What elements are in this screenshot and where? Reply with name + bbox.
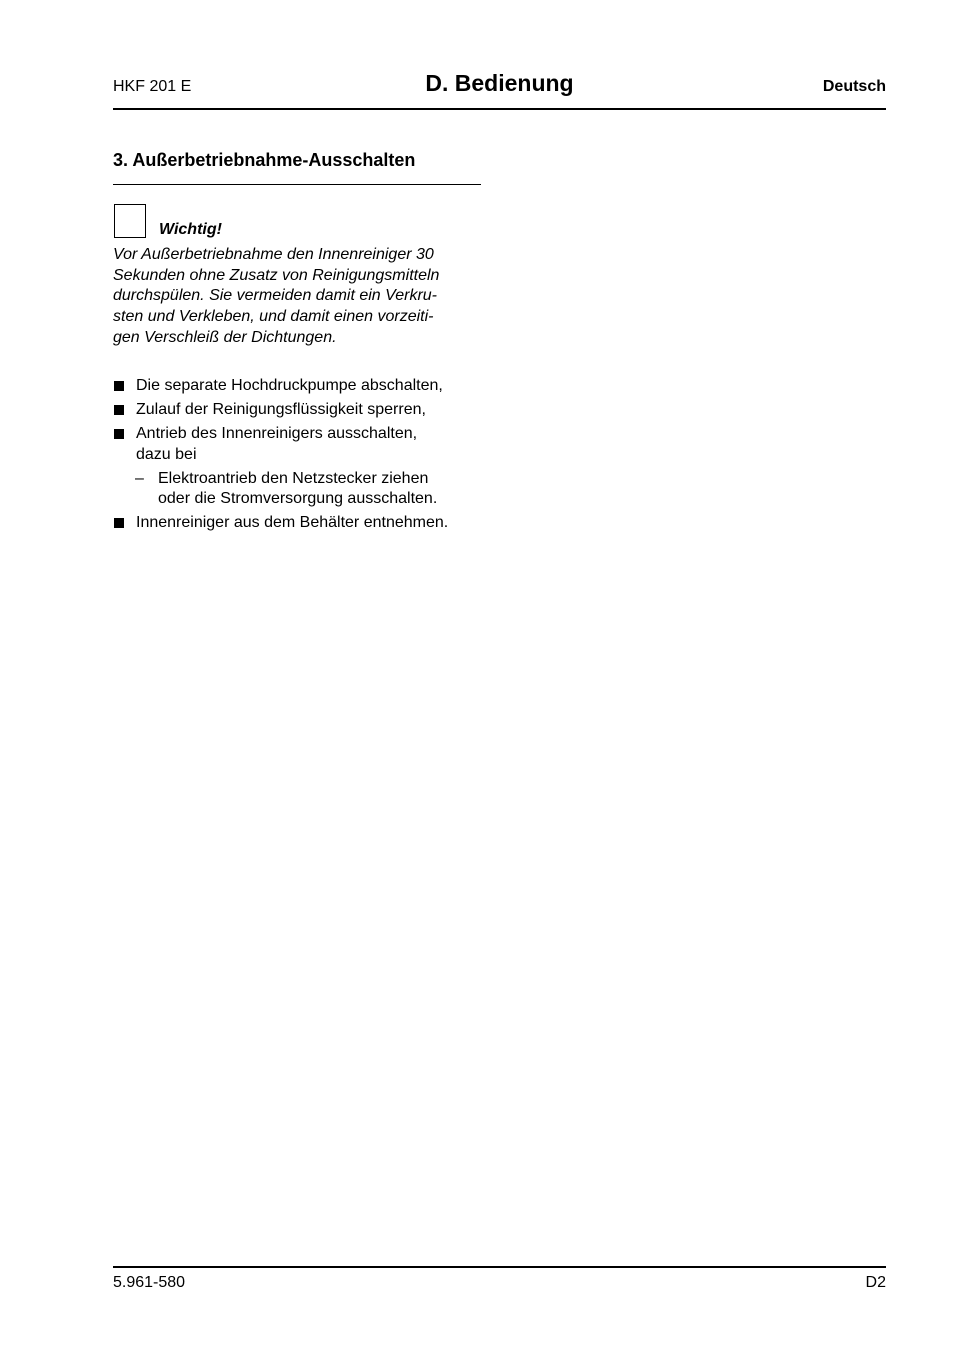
list-item-text: dazu bei	[136, 445, 197, 463]
list-item-text: Zulauf der Reinigungsflüssigkeit sperren,	[136, 401, 426, 418]
section-title: 3. Außerbetriebnahme-Ausschalten	[113, 150, 481, 185]
note-line: durchspülen. Sie vermeiden damit ein Verkru-	[113, 287, 438, 305]
page-footer	[113, 1266, 886, 1298]
note-heading: Wichtig!	[159, 221, 222, 238]
steps-list	[113, 376, 493, 537]
list-item-text: Innenreiniger aus dem Behälter entnehmen.	[136, 514, 449, 532]
square-bullet-icon	[114, 381, 124, 391]
document-number: 5.961-580	[113, 1274, 186, 1291]
sub-list-item-text: Elektroantrieb den Netzstecker ziehen	[158, 469, 429, 487]
list-item	[113, 513, 493, 534]
sub-list-item	[113, 469, 493, 510]
square-bullet-icon	[114, 518, 124, 528]
note-line: Sekunden ohne Zusatz von Reinigungsmitteln	[113, 266, 440, 284]
chapter-title: D. Bedienung	[425, 70, 574, 96]
note-line: Vor Außerbetriebnahme den Innenreiniger 30	[113, 246, 434, 263]
note-box-icon	[114, 204, 146, 238]
page-number: D2	[865, 1274, 886, 1291]
list-item	[113, 400, 493, 421]
square-bullet-icon	[114, 405, 124, 415]
language-label: Deutsch	[822, 78, 886, 95]
list-item-text: Die separate Hochdruckpumpe abschalten,	[136, 377, 443, 394]
note-line: sten und Verkleben, und damit einen vorzeiti-	[113, 308, 434, 326]
list-item	[113, 376, 493, 397]
note-line: gen Verschleiß der Dichtungen.	[113, 328, 337, 346]
list-item	[113, 424, 493, 465]
square-bullet-icon	[114, 429, 124, 439]
model-name: HKF 201 E	[113, 78, 192, 95]
note-text	[113, 245, 483, 349]
dash-bullet: –	[135, 469, 144, 487]
list-item-text: Antrieb des Innenreinigers ausschalten,	[136, 425, 418, 442]
sub-list-item-text: oder die Stromversorgung ausschalten.	[158, 490, 438, 508]
page-header	[113, 68, 886, 110]
